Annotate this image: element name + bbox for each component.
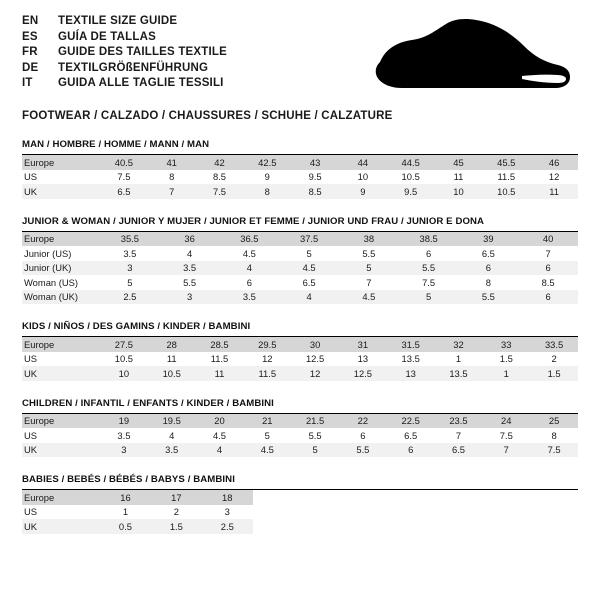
cell: 4: [196, 443, 244, 458]
row-label: UK: [22, 184, 100, 199]
cell: 6.5: [435, 443, 483, 458]
row-label: Europe: [22, 337, 100, 352]
cell: 7.5: [530, 443, 578, 458]
cell: 5: [243, 428, 291, 443]
cell: 3: [160, 290, 220, 305]
cell: 28: [148, 337, 196, 352]
size-table: [22, 155, 578, 199]
table-row: [22, 366, 578, 381]
cell: 18: [202, 490, 253, 505]
cell: 9.5: [291, 170, 339, 185]
cell: 11.5: [243, 366, 291, 381]
size-table: [22, 414, 578, 458]
language-code: IT: [22, 77, 33, 90]
cell: 3.5: [148, 443, 196, 458]
group-title: JUNIOR & WOMAN / JUNIOR Y MUJER / JUNIOR ET FEMME / JUNIOR UND FRAU / JUNIOR E DONA: [22, 215, 485, 227]
cell: 8: [243, 184, 291, 199]
cell: 42.5: [243, 155, 291, 170]
cell: 1: [100, 505, 151, 520]
row-label: Europe: [22, 232, 100, 247]
language-title: GUÍA DE TALLAS: [58, 30, 156, 43]
group-title: MAN / HOMBRE / HOMME / MANN / MAN: [22, 139, 210, 150]
cell: 39: [459, 232, 519, 247]
cell: 38: [339, 232, 399, 247]
cell: 20: [196, 414, 244, 429]
cell: 8: [530, 428, 578, 443]
cell: 6: [459, 261, 519, 276]
row-label: US: [22, 505, 100, 520]
size-table: [22, 232, 578, 305]
cell: 44.5: [387, 155, 435, 170]
row-label: UK: [22, 519, 100, 534]
cell: 25: [530, 414, 578, 429]
table-row: [22, 184, 578, 199]
cell: 5.5: [339, 443, 387, 458]
cell: 6: [220, 275, 280, 290]
cell: 3: [100, 261, 160, 276]
table-row: [22, 505, 253, 520]
cell: 12: [530, 170, 578, 185]
cell: 24: [482, 414, 530, 429]
language-title: GUIDE DES TAILLES TEXTILE: [58, 46, 227, 59]
cell: 5: [100, 275, 160, 290]
cell: 43: [291, 155, 339, 170]
cell: 11.5: [482, 170, 530, 185]
cell: 10: [100, 366, 148, 381]
row-label: UK: [22, 366, 100, 381]
cell: 8: [148, 170, 196, 185]
language-code: FR: [22, 46, 38, 59]
cell: 3: [100, 443, 148, 458]
table-row: [22, 232, 578, 247]
cell: 3: [202, 505, 253, 520]
cell: 41: [148, 155, 196, 170]
cell: 1.5: [530, 366, 578, 381]
language-row: [22, 76, 227, 92]
cell: 21.5: [291, 414, 339, 429]
cell: 22.5: [387, 414, 435, 429]
table-row: [22, 155, 578, 170]
cell: 2.5: [202, 519, 253, 534]
cell: 7.5: [100, 170, 148, 185]
cell: 33: [482, 337, 530, 352]
footwear-section-title: FOOTWEAR / CALZADO / CHAUSSURES / SCHUHE / CALZATURE: [22, 110, 393, 122]
cell: 12: [291, 366, 339, 381]
table-row: [22, 337, 578, 352]
cell: 42: [196, 155, 244, 170]
cell: 11: [148, 352, 196, 367]
cell: 21: [243, 414, 291, 429]
cell: 7.5: [482, 428, 530, 443]
row-label: Europe: [22, 155, 100, 170]
table-row: [22, 290, 578, 305]
language-code: EN: [22, 15, 39, 27]
cell: 38.5: [399, 232, 459, 247]
dress-shoe-icon: [372, 18, 572, 96]
cell: 19.5: [148, 414, 196, 429]
cell: 45.5: [482, 155, 530, 170]
cell: 19: [100, 414, 148, 429]
language-titles: [22, 14, 227, 92]
table-row: [22, 170, 578, 185]
cell: 11: [530, 184, 578, 199]
cell: 7: [148, 184, 196, 199]
language-row: [22, 61, 227, 77]
cell: 33.5: [530, 337, 578, 352]
table-row: [22, 246, 578, 261]
cell: 4.5: [243, 443, 291, 458]
cell: 4: [220, 261, 280, 276]
cell: 28.5: [196, 337, 244, 352]
size-table: [22, 490, 253, 534]
cell: 4.5: [339, 290, 399, 305]
table-row: [22, 352, 578, 367]
cell: 1.5: [151, 519, 202, 534]
cell: 5.5: [291, 428, 339, 443]
cell: 12.5: [291, 352, 339, 367]
cell: 40.5: [100, 155, 148, 170]
cell: 13.5: [387, 352, 435, 367]
cell: 5: [339, 261, 399, 276]
cell: 7.5: [399, 275, 459, 290]
row-label: Junior (UK): [22, 261, 100, 276]
cell: 6: [387, 443, 435, 458]
cell: 13.5: [435, 366, 483, 381]
cell: 2: [151, 505, 202, 520]
cell: 44: [339, 155, 387, 170]
cell: 36: [160, 232, 220, 247]
cell: 46: [530, 155, 578, 170]
cell: 4.5: [196, 428, 244, 443]
cell: 23.5: [435, 414, 483, 429]
language-title: GUIDA ALLE TAGLIE TESSILI: [58, 77, 224, 90]
cell: 7: [482, 443, 530, 458]
group-title: CHILDREN / INFANTIL / ENFANTS / KINDER / BAMBINI: [22, 397, 274, 409]
row-label: Europe: [22, 414, 100, 429]
table-row: [22, 414, 578, 429]
row-label: Junior (US): [22, 246, 100, 261]
cell: 7: [518, 246, 578, 261]
table-row: [22, 261, 578, 276]
cell: 10: [435, 184, 483, 199]
cell: 17: [151, 490, 202, 505]
cell: 8.5: [518, 275, 578, 290]
cell: 6: [399, 246, 459, 261]
cell: 6.5: [459, 246, 519, 261]
cell: 5.5: [339, 246, 399, 261]
cell: 2: [530, 352, 578, 367]
cell: 4: [160, 246, 220, 261]
table-row: [22, 443, 578, 458]
cell: 5: [279, 246, 339, 261]
size-group-kids: [22, 321, 578, 381]
cell: 10: [339, 170, 387, 185]
row-label: Woman (UK): [22, 290, 100, 305]
cell: 3.5: [100, 428, 148, 443]
cell: 6.5: [387, 428, 435, 443]
cell: 1.5: [482, 352, 530, 367]
cell: 30: [291, 337, 339, 352]
cell: 8: [459, 275, 519, 290]
cell: 3.5: [100, 246, 160, 261]
cell: 31: [339, 337, 387, 352]
cell: 2.5: [100, 290, 160, 305]
row-label: US: [22, 352, 100, 367]
cell: 35.5: [100, 232, 160, 247]
size-group-children: [22, 398, 578, 458]
row-label: US: [22, 170, 100, 185]
cell: 8.5: [291, 184, 339, 199]
cell: 10.5: [148, 366, 196, 381]
cell: 9.5: [387, 184, 435, 199]
cell: 45: [435, 155, 483, 170]
cell: 10.5: [100, 352, 148, 367]
language-code: DE: [22, 61, 39, 74]
cell: 32: [435, 337, 483, 352]
size-group-babies: [22, 474, 578, 534]
cell: 3.5: [220, 290, 280, 305]
language-row: [22, 45, 227, 61]
cell: 29.5: [243, 337, 291, 352]
cell: 5: [291, 443, 339, 458]
cell: 11: [196, 366, 244, 381]
size-table: [22, 337, 578, 381]
cell: 5.5: [399, 261, 459, 276]
cell: 9: [339, 184, 387, 199]
cell: 16: [100, 490, 151, 505]
cell: 37.5: [279, 232, 339, 247]
language-title: TEXTILGRÖßENFÜHRUNG: [58, 61, 209, 74]
cell: 6.5: [100, 184, 148, 199]
cell: 7: [435, 428, 483, 443]
cell: 6: [518, 261, 578, 276]
cell: 6: [518, 290, 578, 305]
size-group-man: [22, 139, 578, 199]
cell: 11.5: [196, 352, 244, 367]
cell: 0.5: [100, 519, 151, 534]
cell: 11: [435, 170, 483, 185]
cell: 4: [148, 428, 196, 443]
cell: 12.5: [339, 366, 387, 381]
cell: 9: [243, 170, 291, 185]
cell: 8.5: [196, 170, 244, 185]
row-label: Europe: [22, 490, 100, 505]
cell: 22: [339, 414, 387, 429]
group-title: BABIES / BEBÉS / BÉBÉS / BABYS / BAMBINI: [22, 474, 235, 485]
table-row: [22, 275, 578, 290]
cell: 7.5: [196, 184, 244, 199]
size-group-junior-woman: [22, 216, 578, 305]
document-header: [22, 14, 578, 96]
cell: 10.5: [387, 170, 435, 185]
language-row: [22, 14, 227, 30]
cell: 13: [387, 366, 435, 381]
cell: 4.5: [279, 261, 339, 276]
table-row: [22, 490, 253, 505]
cell: 5.5: [459, 290, 519, 305]
cell: 10.5: [482, 184, 530, 199]
language-code: ES: [22, 30, 38, 43]
table-row: [22, 519, 253, 534]
row-label: US: [22, 428, 100, 443]
language-title: TEXTILE SIZE GUIDE: [58, 15, 178, 27]
cell: 12: [243, 352, 291, 367]
cell: 36.5: [220, 232, 280, 247]
table-row: [22, 428, 578, 443]
row-label: UK: [22, 443, 100, 458]
cell: 31.5: [387, 337, 435, 352]
cell: 4: [279, 290, 339, 305]
row-label: Woman (US): [22, 275, 100, 290]
cell: 5.5: [160, 275, 220, 290]
cell: 5: [399, 290, 459, 305]
cell: 1: [435, 352, 483, 367]
cell: 7: [339, 275, 399, 290]
cell: 27.5: [100, 337, 148, 352]
cell: 3.5: [160, 261, 220, 276]
cell: 1: [482, 366, 530, 381]
group-title: KIDS / NIÑOS / DES GAMINS / KINDER / BAMBINI: [22, 321, 251, 332]
cell: 4.5: [220, 246, 280, 261]
cell: 13: [339, 352, 387, 367]
cell: 6: [339, 428, 387, 443]
language-row: [22, 30, 227, 46]
cell: 6.5: [279, 275, 339, 290]
cell: 40: [518, 232, 578, 247]
